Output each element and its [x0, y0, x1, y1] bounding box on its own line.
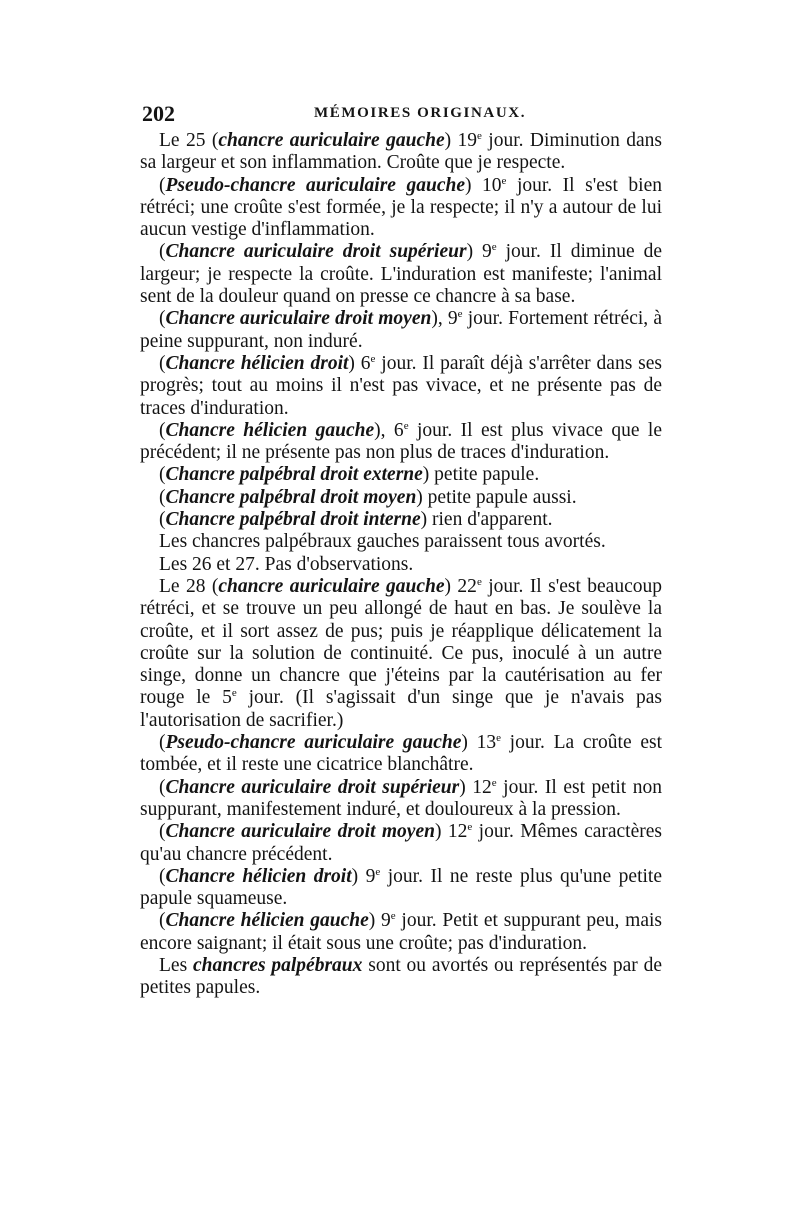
- para-text: (: [159, 464, 166, 486]
- ordinal-sup: e: [491, 241, 497, 254]
- para-text: Le 25 (: [159, 130, 219, 151]
- para-text: ) rien d'apparent.: [420, 509, 553, 531]
- paragraph-4: [140, 308, 662, 353]
- running-head: MÉMOIRES ORIGINAUX.: [314, 105, 527, 121]
- paragraph-14: [140, 777, 662, 822]
- para-text: ) 9: [351, 865, 376, 887]
- para-text: jour. Il est plus vivace que le précédent; il ne présente pas non plus de traces d'induration.: [140, 419, 662, 464]
- lesion-label: Pseudo-chancre auriculaire gauche: [165, 732, 462, 754]
- para-text: jour. Mêmes caractères qu'au chancre précédent.: [140, 821, 662, 865]
- ordinal-sup: e: [467, 821, 473, 834]
- para-text: ) 22: [444, 575, 477, 597]
- para-text: jour. Fortement rétréci, à peine suppurant, non induré.: [140, 308, 662, 352]
- para-text: (: [159, 241, 166, 263]
- lesion-label: Chancre auriculaire droit moyen: [165, 821, 435, 843]
- para-text: (: [159, 352, 166, 374]
- lesion-label: chancres palpébraux: [192, 954, 363, 976]
- para-text: jour. Il s'est beaucoup rétréci, et se trouve un peu allongé de haut en bas. Je soulève la croûte, et il sort assez de pus; puis je réapplique délicatement la croûte sur la solution de continuité. Ce pus, inoculé à un autre singe, donne un chancre que j'éteins par la cautérisation au fer rouge le 5: [140, 575, 662, 709]
- paragraph-12: [140, 576, 662, 732]
- paragraph-17: [140, 910, 662, 955]
- para-text: jour. Il ne reste plus qu'une petite papule squameuse.: [140, 865, 662, 910]
- para-text: (: [159, 486, 166, 508]
- para-text: ) 9: [368, 910, 391, 932]
- lesion-label: Chancre auriculaire droit moyen: [165, 308, 432, 330]
- para-text: ) 12: [459, 776, 492, 798]
- para-text: ) 12: [434, 821, 468, 843]
- lesion-label: Chancre auriculaire droit supérieur: [165, 241, 467, 263]
- para-text: (: [159, 865, 166, 887]
- para-text: jour. (Il s'agissait d'un singe que je n'avais pas l'autorisation de sacrifier.): [140, 687, 662, 731]
- para-text: (: [159, 308, 166, 330]
- para-text: Les 26 et 27. Pas d'observations.: [159, 553, 414, 575]
- para-text: ), 6: [374, 419, 404, 441]
- para-text: Les chancres palpébraux gauches paraissent tous avortés.: [159, 531, 606, 553]
- para-text: ) 6: [348, 352, 371, 374]
- paragraph-9: [140, 509, 662, 531]
- para-text: jour. Il est petit non suppurant, manifestement induré, et douloureux à la pression.: [140, 776, 662, 820]
- paragraph-18: [140, 955, 662, 1000]
- para-text: Les: [159, 954, 193, 976]
- paragraph-10: [140, 531, 662, 553]
- para-text: (: [159, 776, 166, 798]
- para-text: (: [159, 732, 166, 754]
- paragraph-7: [140, 464, 662, 486]
- para-text: jour. Il s'est bien rétréci; une croûte s'est formée, je la respecte; il n'y a autour de lui aucun vestige d'inflammation.: [140, 174, 662, 241]
- paragraph-6: [140, 420, 662, 465]
- ordinal-sup: e: [403, 419, 409, 432]
- lesion-label: Pseudo-chancre auriculaire gauche: [165, 174, 465, 196]
- ordinal-sup: e: [231, 687, 237, 700]
- para-text: (: [159, 509, 166, 531]
- lesion-label: chancre auriculaire gauche: [218, 130, 445, 151]
- para-text: jour. Il paraît déjà s'arrêter dans ses progrès; tout au moins il n'est pas vivace, et ne présente pas de traces d'induration.: [140, 352, 662, 419]
- paragraph-13: [140, 732, 662, 777]
- ordinal-sup: e: [477, 130, 482, 142]
- lesion-label: Chancre hélicien gauche: [165, 419, 375, 441]
- para-text: ) 19: [444, 130, 478, 151]
- lesion-label: Chancre hélicien droit: [165, 865, 352, 887]
- para-text: ), 9: [431, 308, 458, 330]
- para-text: ) 10: [464, 174, 502, 196]
- para-text: (: [159, 910, 166, 932]
- paragraph-15: [140, 821, 662, 866]
- paragraph-1: [140, 130, 662, 175]
- para-text: (: [159, 419, 166, 441]
- para-text: ) 13: [461, 732, 497, 754]
- ordinal-sup: e: [457, 308, 463, 321]
- body-text: [140, 130, 662, 1000]
- page-header: [142, 101, 662, 129]
- ordinal-sup: e: [476, 575, 482, 588]
- para-text: (: [159, 174, 166, 196]
- para-text: jour. La croûte est tombée, et il reste une cicatrice blanchâtre.: [140, 732, 662, 776]
- para-text: ) petite papule aussi.: [416, 486, 577, 508]
- lesion-label: Chancre hélicien droit: [165, 352, 349, 374]
- paragraph-16: [140, 866, 662, 911]
- para-text: (: [159, 821, 166, 843]
- lesion-label: Chancre palpébral droit externe: [165, 464, 423, 486]
- lesion-label: Chancre hélicien gauche: [165, 910, 369, 932]
- lesion-label: Chancre auriculaire droit supérieur: [165, 776, 460, 798]
- para-text: jour. Diminution dans sa largeur et son inflammation. Croûte que je respecte.: [140, 130, 662, 174]
- ordinal-sup: e: [390, 910, 396, 923]
- paragraph-8: [140, 487, 662, 509]
- lesion-label: chancre auriculaire gauche: [218, 575, 445, 597]
- para-text: jour. Petit et suppurant peu, mais encore saignant; il était sous une croûte; pas d'induration.: [140, 910, 662, 954]
- para-text: ) petite papule.: [422, 464, 540, 486]
- para-text: jour. Il diminue de largeur; je respecte la croûte. L'induration est manifeste; l'animal sent de la douleur quand on presse ce chancre à sa base.: [140, 241, 662, 308]
- paragraph-3: [140, 241, 662, 308]
- page-number: 202: [142, 101, 175, 126]
- para-text: ) 9: [466, 241, 492, 263]
- paragraph-2: [140, 175, 662, 242]
- ordinal-sup: e: [370, 352, 376, 365]
- ordinal-sup: e: [375, 865, 381, 878]
- lesion-label: Chancre palpébral droit moyen: [165, 486, 417, 508]
- lesion-label: Chancre palpébral droit interne: [165, 509, 421, 531]
- ordinal-sup: e: [496, 732, 501, 745]
- ordinal-sup: e: [491, 776, 497, 789]
- para-text: Le 28 (: [159, 575, 219, 597]
- paragraph-5: [140, 353, 662, 420]
- paragraph-11: [140, 554, 662, 576]
- para-text: sont ou avortés ou représentés par de petites papules.: [140, 954, 663, 999]
- ordinal-sup: e: [501, 174, 507, 187]
